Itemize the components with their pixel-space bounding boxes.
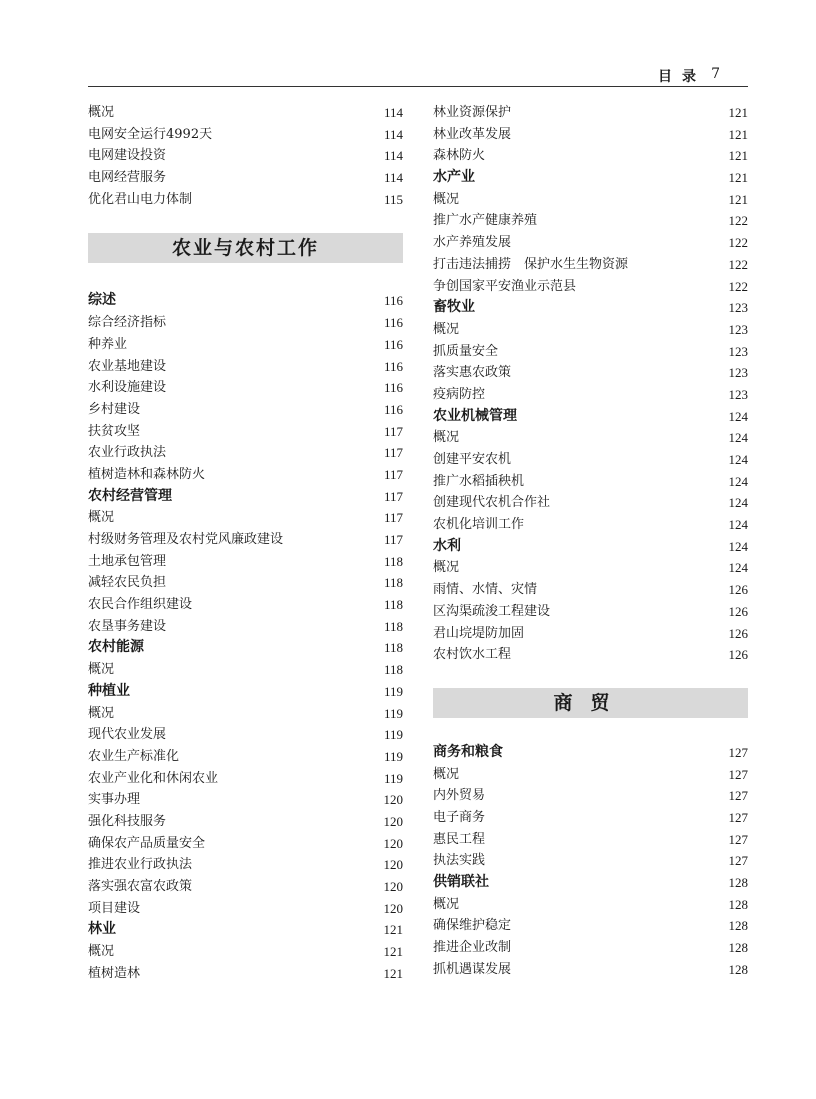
toc-entry-title: 水利设施建设: [88, 380, 167, 396]
toc-entry-page: 122: [728, 213, 748, 229]
toc-entry[interactable]: [88, 356, 403, 378]
toc-entry-page: 127: [728, 831, 748, 847]
toc-entry-page: 126: [728, 647, 748, 663]
toc-entry[interactable]: [433, 254, 748, 276]
toc-entry-title: 争创国家平安渔业示范县: [433, 278, 577, 294]
toc-entry-page: 124: [728, 560, 748, 576]
toc-entry[interactable]: [433, 644, 748, 666]
toc-entry-page: 124: [728, 538, 748, 554]
toc-entry[interactable]: [433, 623, 748, 645]
toc-entry-title: 畜牧业: [433, 299, 475, 316]
toc-entry-title: 减轻农民负担: [88, 575, 167, 591]
header-page-number: 7: [711, 66, 720, 82]
toc-entry[interactable]: [433, 362, 748, 384]
toc-entry-title: 现代农业发展: [88, 727, 167, 743]
toc-entry[interactable]: [88, 746, 403, 768]
toc-entry-page: 117: [383, 445, 403, 461]
toc-entry-page: 122: [728, 256, 748, 272]
toc-entry-page: 126: [728, 582, 748, 598]
toc-entry-page: 124: [728, 430, 748, 446]
toc-entry[interactable]: [88, 833, 403, 855]
toc-entry[interactable]: [433, 557, 748, 579]
toc-entry-page: 118: [383, 575, 403, 591]
toc-entry-title: 确保维护稳定: [433, 918, 512, 934]
toc-entry[interactable]: [88, 789, 403, 811]
toc-entry-page: 121: [383, 965, 403, 981]
toc-entry[interactable]: [88, 507, 403, 529]
toc-column-left: [88, 102, 403, 984]
toc-entry-page: 128: [728, 896, 748, 912]
toc-entry-page: 116: [383, 401, 403, 417]
toc-section-heading[interactable]: [433, 742, 748, 764]
toc-entry-title: 电子商务: [433, 809, 486, 825]
toc-entry[interactable]: [88, 963, 403, 985]
toc-entry-page: 118: [383, 553, 403, 569]
toc-entry[interactable]: [88, 442, 403, 464]
toc-entry-title: 扶贫攻坚: [88, 423, 141, 439]
toc-entry[interactable]: [88, 167, 403, 189]
toc-entry-page: 128: [728, 918, 748, 934]
toc-entry[interactable]: [433, 427, 748, 449]
toc-entry-title: 林业改革发展: [433, 126, 512, 142]
toc-entry[interactable]: [433, 829, 748, 851]
toc-entry-page: 123: [728, 386, 748, 402]
toc-entry-title: 优化君山电力体制: [88, 191, 193, 207]
toc-entry-page: 121: [383, 922, 403, 938]
toc-list-power: [88, 102, 403, 210]
toc-entry-page: 126: [728, 603, 748, 619]
toc-entry[interactable]: [88, 551, 403, 573]
toc-entry-page: 119: [383, 683, 403, 699]
toc-entry-page: 121: [383, 944, 403, 960]
toc-entry-page: 122: [728, 278, 748, 294]
toc-entry-title: 惠民工程: [433, 831, 486, 847]
toc-entry[interactable]: [88, 102, 403, 124]
toc-entry-title: 种养业: [88, 336, 128, 352]
toc-entry-title: 强化科技服务: [88, 813, 167, 829]
toc-entry-title: 农村经营管理: [88, 487, 172, 504]
toc-entry-title: 农业机械管理: [433, 407, 517, 424]
toc-entry[interactable]: [433, 189, 748, 211]
toc-entry-page: 119: [383, 770, 403, 786]
toc-entry-page: 118: [383, 597, 403, 613]
toc-entry-page: 120: [383, 857, 403, 873]
toc-entry-page: 127: [728, 744, 748, 760]
toc-entry[interactable]: [433, 492, 748, 514]
spacer: [433, 718, 748, 742]
toc-entry-page: 121: [728, 170, 748, 186]
toc-entry-title: 概况: [88, 705, 115, 721]
toc-section-heading[interactable]: [88, 681, 403, 703]
toc-entry-title: 概况: [433, 430, 460, 446]
toc-entry-title: 综述: [88, 292, 116, 309]
toc-entry-title: 植树造林: [88, 965, 141, 981]
toc-entry-page: 120: [383, 835, 403, 851]
toc-entry[interactable]: [433, 579, 748, 601]
toc-entry-title: 土地承包管理: [88, 553, 167, 569]
toc-section-heading[interactable]: [433, 872, 748, 894]
toc-entry-page: 122: [728, 235, 748, 251]
toc-entry-page: 117: [383, 423, 403, 439]
toc-entry[interactable]: [88, 659, 403, 681]
toc-entry-title: 概况: [88, 105, 115, 120]
toc-entry[interactable]: [88, 768, 403, 790]
toc-entry-title: 概况: [433, 560, 460, 576]
toc-section-heading[interactable]: [88, 486, 403, 508]
toc-entry-title: 概况: [88, 510, 115, 526]
toc-entry-page: 128: [728, 940, 748, 956]
toc-entry[interactable]: [433, 232, 748, 254]
toc-entry-page: 123: [728, 300, 748, 316]
toc-entry-page: 124: [728, 473, 748, 489]
section-banner-agriculture: 农业与农村工作: [88, 233, 403, 263]
toc-entry[interactable]: [88, 941, 403, 963]
toc-entry-page: 123: [728, 321, 748, 337]
toc-entry-page: 128: [728, 875, 748, 890]
toc-entry-title: 概况: [433, 321, 460, 337]
toc-entry-title: 农村能源: [88, 639, 144, 656]
toc-entry[interactable]: [433, 102, 748, 124]
toc-entry-title: 落实惠农政策: [433, 365, 512, 381]
toc-entry[interactable]: [433, 915, 748, 937]
toc-entry-page: 120: [383, 879, 403, 894]
toc-entry-page: 119: [383, 727, 403, 743]
toc-entry-page: 127: [728, 788, 748, 804]
toc-entry-title: 综合经济指标: [88, 315, 167, 331]
toc-entry-title: 水产养殖发展: [433, 235, 512, 251]
toc-section-heading[interactable]: [433, 536, 748, 558]
toc-entry[interactable]: [88, 616, 403, 638]
toc-entry[interactable]: [433, 210, 748, 232]
toc-entry[interactable]: [433, 601, 748, 623]
toc-entry-title: 农业产业化和休闲农业: [88, 770, 219, 786]
toc-entry-title: 农垦事务建设: [88, 618, 167, 634]
toc-entry-title: 水产业: [433, 169, 475, 186]
section-banner-commerce: 商贸: [433, 688, 748, 718]
toc-entry-title: 推广水产健康养殖: [433, 213, 538, 229]
toc-entry[interactable]: [433, 959, 748, 981]
toc-entry-title: 种植业: [88, 682, 130, 699]
toc-entry[interactable]: [88, 811, 403, 833]
toc-entry-title: 农村饮水工程: [433, 647, 512, 663]
toc-entry-page: 127: [728, 766, 748, 782]
running-header: [88, 66, 748, 87]
toc-entry[interactable]: [433, 384, 748, 406]
toc-list-commerce: [433, 742, 748, 981]
toc-entry[interactable]: [88, 421, 403, 443]
toc-column-right: [433, 102, 748, 980]
toc-entry[interactable]: [88, 854, 403, 876]
toc-entry-title: 商务和粮食: [433, 743, 503, 760]
toc-entry[interactable]: [433, 785, 748, 807]
toc-entry-page: 119: [383, 705, 403, 721]
toc-entry-title: 抓机遇谋发展: [433, 961, 512, 977]
toc-entry-page: 117: [383, 488, 403, 504]
toc-section-heading[interactable]: [433, 167, 748, 189]
toc-entry[interactable]: [433, 145, 748, 167]
toc-entry-page: 127: [728, 853, 748, 869]
toc-entry-page: 116: [383, 315, 403, 331]
toc-entry-title: 推广水稻插秧机: [433, 473, 525, 489]
toc-entry-title: 内外贸易: [433, 788, 486, 804]
toc-entry[interactable]: [88, 399, 403, 421]
toc-entry-page: 128: [728, 961, 748, 977]
toc-entry-page: 124: [728, 452, 748, 467]
toc-entry-page: 117: [383, 532, 403, 547]
toc-entry-page: 117: [383, 510, 403, 526]
toc-entry-title: 电网建设投资: [88, 148, 167, 164]
toc-entry-title: 植树造林和森林防火: [88, 466, 206, 482]
toc-entry-page: 121: [728, 126, 748, 142]
toc-entry-title: 疫病防控: [433, 386, 486, 402]
toc-entry-title: 概况: [88, 944, 115, 960]
toc-list-agriculture: [88, 290, 403, 984]
toc-entry-title: 推进农业行政执法: [88, 857, 193, 873]
toc-entry[interactable]: [88, 124, 403, 146]
toc-entry-title: 实事办理: [88, 792, 141, 808]
toc-entry[interactable]: [88, 572, 403, 594]
toc-entry[interactable]: [88, 898, 403, 920]
toc-entry-title: 创建现代农机合作社: [433, 495, 551, 511]
toc-entry-page: 121: [728, 105, 748, 120]
toc-entry[interactable]: [88, 464, 403, 486]
toc-entry-page: 116: [383, 293, 403, 309]
toc-entry-page: 118: [383, 618, 403, 634]
toc-entry-title: 概况: [433, 896, 460, 912]
toc-entry-title: 项目建设: [88, 900, 141, 916]
toc-entry-page: 114: [383, 170, 403, 186]
toc-entry[interactable]: [433, 807, 748, 829]
toc-entry[interactable]: [88, 145, 403, 167]
toc-entry-page: 120: [383, 900, 403, 916]
header-title: 目录: [658, 69, 706, 85]
toc-entry-title: 农业行政执法: [88, 445, 167, 461]
toc-entry-title: 落实强农富农政策: [88, 879, 193, 894]
toc-entry[interactable]: [433, 514, 748, 536]
toc-entry[interactable]: [88, 529, 403, 551]
toc-entry-title: 确保农产品质量安全: [88, 835, 206, 851]
toc-entry[interactable]: [88, 594, 403, 616]
toc-entry[interactable]: [433, 894, 748, 916]
toc-entry-page: 118: [383, 662, 403, 678]
toc-entry[interactable]: [433, 764, 748, 786]
toc-entry-title: 打击违法捕捞 保护水生生物资源: [433, 256, 629, 272]
toc-entry-title: 林业: [88, 921, 116, 938]
toc-entry-page: 123: [728, 343, 748, 359]
toc-entry-title: 农民合作组织建设: [88, 597, 193, 613]
toc-entry[interactable]: [433, 471, 748, 493]
toc-entry-title: 村级财务管理及农村党风廉政建设: [88, 532, 284, 547]
toc-entry[interactable]: [433, 276, 748, 298]
toc-entry-page: 114: [383, 105, 403, 120]
toc-entry[interactable]: [88, 377, 403, 399]
toc-entry-page: 123: [728, 365, 748, 381]
toc-entry-title: 区沟渠疏浚工程建设: [433, 603, 551, 619]
toc-section-heading[interactable]: [88, 637, 403, 659]
toc-entry-title: 执法实践: [433, 853, 486, 869]
toc-entry-title: 农机化培训工作: [433, 517, 525, 533]
toc-entry-page: 127: [728, 809, 748, 825]
toc-entry-page: 118: [383, 640, 403, 656]
toc-entry-title: 概况: [88, 662, 115, 678]
toc-entry-page: 126: [728, 625, 748, 641]
toc-entry-title: 君山垸堤防加固: [433, 625, 525, 641]
toc-entry-title: 电网经营服务: [88, 170, 167, 186]
toc-entry-page: 124: [728, 408, 748, 424]
spacer: [88, 210, 403, 233]
toc-entry[interactable]: [433, 341, 748, 363]
toc-entry-title: 抓质量安全: [433, 343, 499, 359]
toc-entry[interactable]: [88, 312, 403, 334]
toc-entry-page: 124: [728, 517, 748, 533]
toc-entry-page: 116: [383, 358, 403, 374]
toc-entry-title: 乡村建设: [88, 401, 141, 417]
toc-entry-page: 115: [383, 191, 403, 207]
toc-entry-title: 概况: [433, 191, 460, 207]
toc-entry-title: 水利: [433, 537, 461, 554]
toc-entry-page: 120: [383, 813, 403, 829]
toc-entry-title: 供销联社: [433, 874, 489, 890]
toc-entry-title: 农业生产标准化: [88, 748, 180, 764]
toc-entry-title: 电网安全运行4992天: [88, 126, 213, 142]
toc-entry[interactable]: [88, 876, 403, 898]
toc-entry-page: 116: [383, 380, 403, 396]
toc-entry-page: 121: [728, 191, 748, 207]
toc-entry-page: 121: [728, 148, 748, 164]
toc-entry[interactable]: [433, 449, 748, 471]
toc-entry-page: 124: [728, 495, 748, 511]
toc-entry[interactable]: [88, 724, 403, 746]
toc-entry[interactable]: [433, 850, 748, 872]
toc-section-heading[interactable]: [433, 406, 748, 428]
toc-entry-page: 114: [383, 148, 403, 164]
toc-section-heading[interactable]: [88, 919, 403, 941]
toc-section-heading[interactable]: [433, 297, 748, 319]
toc-entry-page: 117: [383, 466, 403, 482]
toc-list-agriculture-cont: [433, 102, 748, 666]
toc-entry-title: 农业基地建设: [88, 358, 167, 374]
toc-entry[interactable]: [433, 319, 748, 341]
toc-entry[interactable]: [88, 703, 403, 725]
toc-entry-page: 114: [383, 126, 403, 142]
toc-entry-page: 120: [383, 792, 403, 808]
toc-entry-title: 森林防火: [433, 148, 486, 164]
toc-entry[interactable]: [88, 189, 403, 211]
toc-entry-title: 创建平安农机: [433, 452, 512, 467]
toc-entry-title: 推进企业改制: [433, 940, 512, 956]
spacer: [433, 666, 748, 688]
toc-entry-title: 雨情、水情、灾情: [433, 582, 538, 598]
toc-section-heading[interactable]: [88, 290, 403, 312]
toc-entry-title: 概况: [433, 766, 460, 782]
spacer: [88, 263, 403, 290]
toc-entry[interactable]: [88, 334, 403, 356]
toc-entry-page: 119: [383, 748, 403, 764]
toc-entry-title: 林业资源保护: [433, 105, 512, 120]
toc-entry-page: 116: [383, 336, 403, 352]
toc-entry[interactable]: [433, 124, 748, 146]
toc-entry[interactable]: [433, 937, 748, 959]
